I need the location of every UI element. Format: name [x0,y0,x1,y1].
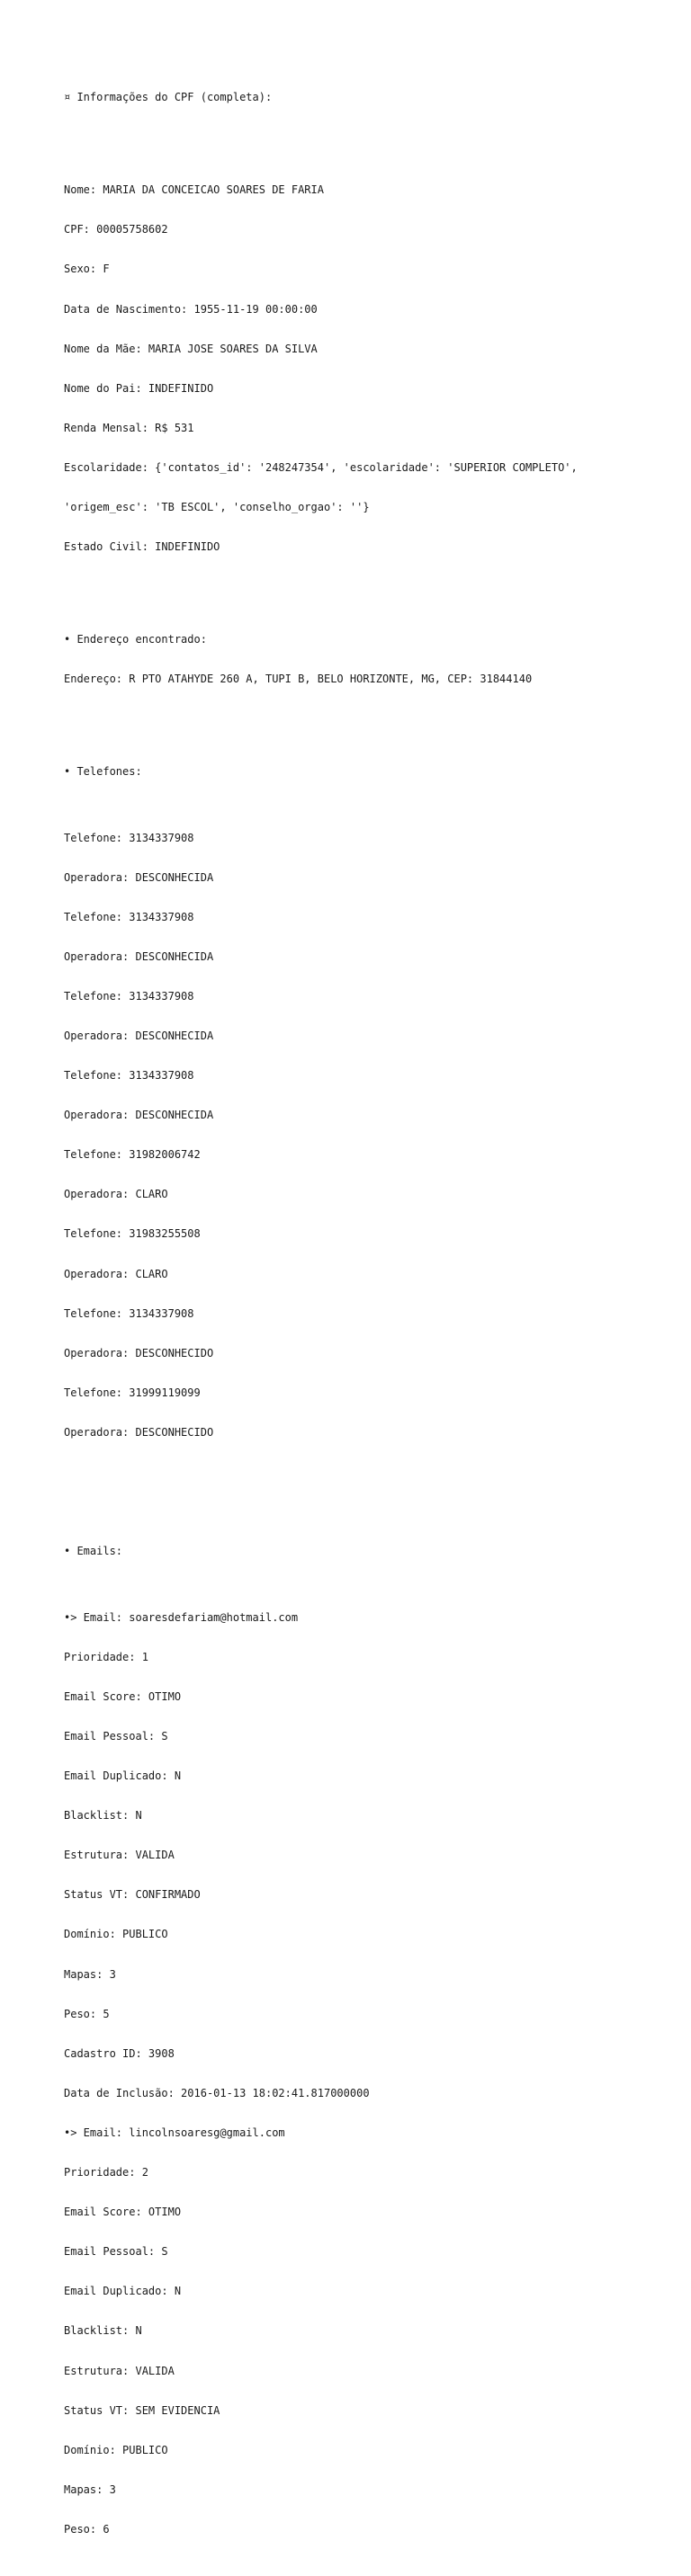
phone-line: Telefone: 31999119099 [64,1386,201,1399]
email-detail-line: Mapas: 3 [64,2482,116,2496]
email-detail-line: Prioridade: 1 [64,1650,148,1663]
email-detail-line: Data de Inclusão: 2016-01-13 18:02:41.817000000 [64,2086,370,2099]
field-escolaridade-cont: 'origem_esc': 'TB ESCOL', 'conselho_orgao': ''} [64,501,370,514]
phone-line: Telefone: 3134337908 [64,831,194,844]
email-detail-line: Prioridade: 2 [64,2166,148,2179]
field-nome-pai: Nome do Pai: INDEFINIDO [64,381,214,395]
spacer [64,580,676,593]
email-detail-line: Mapas: 3 [64,1967,116,1981]
email-address-line: •> Email: lincolnsoaresg@gmail.com [64,2126,285,2139]
field-sexo: Sexo: F [64,263,110,276]
spacer [64,712,676,726]
email-detail-line: Estrutura: VALIDA [64,1849,175,1862]
phone-line: Telefone: 3134337908 [64,1069,194,1083]
emails-list [64,1584,676,2563]
field-cpf: CPF: 00005758602 [64,223,168,236]
carrier-line: Operadora: DESCONHECIDA [64,1109,214,1122]
field-data-nascimento: Data de Nascimento: 1955-11-19 00:00:00 [64,302,318,316]
email-address-line: •> Email: soaresdefariam@hotmail.com [64,1610,299,1624]
email-detail-line: Blacklist: N [64,2324,142,2338]
field-nome-mae: Nome da Mãe: MARIA JOSE SOARES DA SILVA [64,342,318,355]
spacer [64,1492,676,1505]
email-detail-line: Email Duplicado: N [64,2285,182,2298]
phones-heading: • Telefones: [64,765,142,779]
email-detail-line: Cadastro ID: 3908 [64,2046,175,2060]
document-body [64,65,676,2576]
email-detail-line: Email Pessoal: S [64,1730,168,1743]
carrier-line: Operadora: DESCONHECIDA [64,1029,214,1042]
email-detail-line: Domínio: PUBLICO [64,1928,168,1941]
field-renda-mensal: Renda Mensal: R$ 531 [64,421,194,434]
email-detail-line: Email Score: OTIMO [64,1689,182,1703]
email-detail-line: Domínio: PUBLICO [64,2443,168,2456]
phone-line: Telefone: 3134337908 [64,989,194,1003]
phone-line: Telefone: 31982006742 [64,1148,201,1162]
email-detail-line: Peso: 5 [64,2007,110,2020]
phone-line: Telefone: 3134337908 [64,1306,194,1320]
document-title: ¤ Informações do CPF (completa): [64,91,273,104]
field-estado-civil: Estado Civil: INDEFINIDO [64,540,220,554]
field-nome: Nome: MARIA DA CONCEICAO SOARES DE FARIA [64,183,324,197]
email-detail-line: Email Pessoal: S [64,2245,168,2259]
phone-line: Telefone: 31983255508 [64,1227,201,1241]
email-detail-line: Status VT: SEM EVIDENCIA [64,2403,220,2417]
carrier-line: Operadora: DESCONHECIDO [64,1346,214,1359]
email-detail-line: Estrutura: VALIDA [64,2364,175,2377]
address-heading: • Endereço encontrado: [64,633,207,646]
emails-heading: • Emails: [64,1545,123,1558]
phone-line: Telefone: 3134337908 [64,910,194,923]
email-detail-line: Email Duplicado: N [64,1769,182,1783]
carrier-line: Operadora: DESCONHECIDA [64,949,214,963]
email-detail-line: Email Score: OTIMO [64,2206,182,2219]
carrier-line: Operadora: CLARO [64,1267,168,1280]
field-escolaridade: Escolaridade: {'contatos_id': '248247354', 'escolaridade': 'SUPERIOR COMPLETO', [64,460,578,474]
email-detail-line: Peso: 6 [64,2522,110,2536]
spacer [64,131,676,145]
email-detail-line: Status VT: CONFIRMADO [64,1888,201,1902]
address-line: Endereço: R PTO ATAHYDE 260 A, TUPI B, BELO HORIZONTE, MG, CEP: 31844140 [64,673,533,686]
carrier-line: Operadora: CLARO [64,1188,168,1201]
phones-list [64,805,676,1466]
carrier-line: Operadora: DESCONHECIDO [64,1425,214,1439]
carrier-line: Operadora: DESCONHECIDA [64,870,214,884]
email-detail-line: Blacklist: N [64,1809,142,1823]
